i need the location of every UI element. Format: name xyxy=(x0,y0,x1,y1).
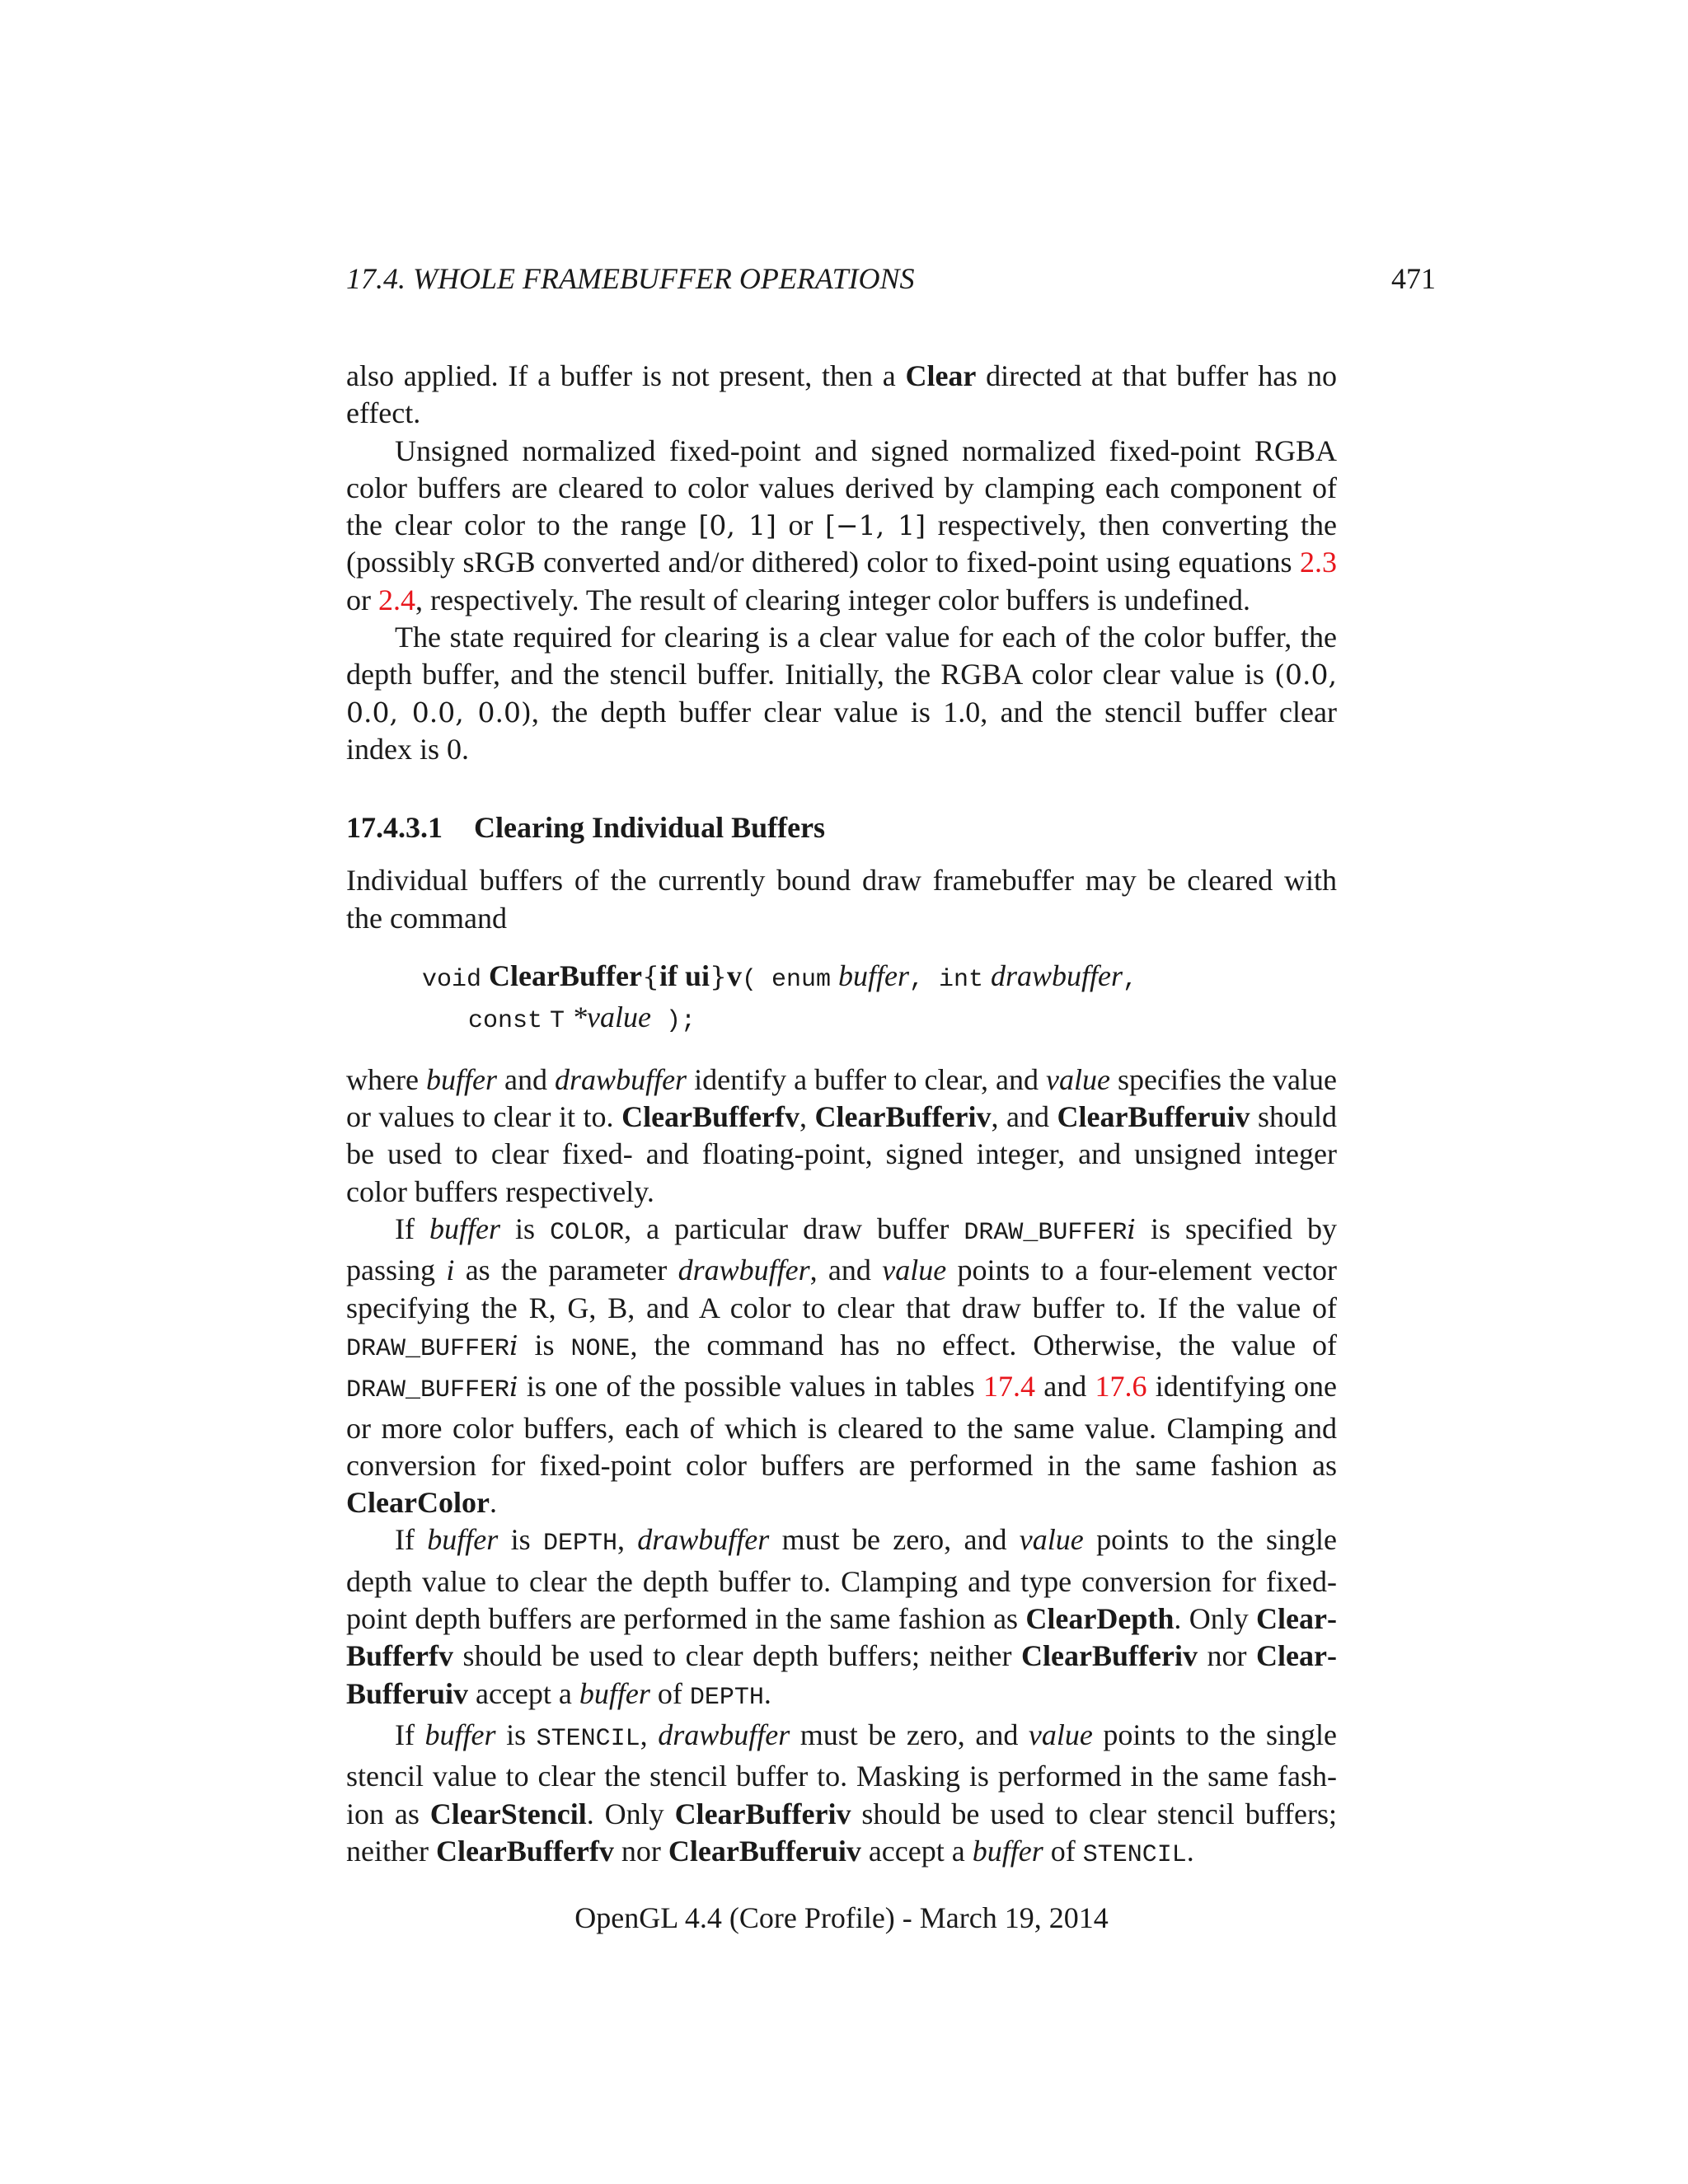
table-link-17-6[interactable]: 17.6 xyxy=(1095,1370,1147,1404)
paragraph-3: The state required for clearing is a clear value for each of the color buffer, the depth buffer, and the stencil buffer. Initially, the RGBA color clear value is (0.0, 0.0, 0.0, 0.0), the depth buffer clear value is 1.0, and the stencil buffer clear index is 0. xyxy=(346,621,1337,766)
table-link-17-4[interactable]: 17.4 xyxy=(982,1370,1035,1404)
param-drawbuffer: drawbuffer xyxy=(991,958,1123,992)
equation-link-2-4[interactable]: 2.4 xyxy=(378,583,415,616)
range-unsigned: [0, 1] xyxy=(698,509,776,542)
running-header xyxy=(346,260,1436,297)
paragraph-5: where buffer and drawbuffer identify a buffer to clear, and value specifies the value or values to clear it to. ClearBufferfv, ClearBufferiv, and ClearBufferuiv should be used to clear fixed- and floating-point, signed integer, and unsigned integer color buffers respectively. xyxy=(346,1062,1338,1208)
range-signed: [−1, 1] xyxy=(825,509,926,542)
page-footer: OpenGL 4.4 (Core Profile) - March 19, 2014 xyxy=(574,1901,1109,1934)
param-buffer: buffer xyxy=(838,958,909,992)
initial-clear-color: (0.0, 0.0, 0.0, 0.0) xyxy=(346,658,1337,729)
paragraph-4: Individual buffers of the currently bound draw framebuffer may be cleared with the command xyxy=(346,864,1337,935)
prototype-name: ClearBuffer xyxy=(489,958,642,992)
paragraph-7: If buffer is DEPTH, drawbuffer must be zero, and value points to the single depth value to clear the depth buffer to. Clamping and type conversion for fixed-point depth buffers are performed in the same fashion as ClearDepth. Only ClearBufferfv should be used to clear depth buffers; neither ClearBufferiv nor ClearBufferuiv accept a buffer of DEPTH. xyxy=(346,1523,1338,1712)
subsection-number: 17.4.3.1 xyxy=(346,811,443,845)
equation-link-2-3[interactable]: 2.3 xyxy=(1300,546,1337,579)
clear-command: Clear xyxy=(905,359,977,392)
paragraph-2: Unsigned normalized fixed-point and signed normalized fixed-point RGBA color buffers are cleared to color values derived by clamping each component of the clear color to the range [0, 1] or [−1, 1] respectively, then converting the (possibly sRGB converted and/or dithered) color to fixed-point using equations 2.3 or 2.4, respectively. The result of clearing integer color buffers is undefined. xyxy=(346,434,1337,616)
paragraph-1: also applied. If a buffer is not present, then a Clear directed at that buffer has no effect. xyxy=(346,359,1337,430)
function-prototype: void ClearBuffer{if ui}v( enum buffer, int drawbuffer, const T *value ); xyxy=(422,958,1138,1035)
subsection-title: Clearing Individual Buffers xyxy=(474,811,826,845)
paragraph-6: If buffer is COLOR, a particular draw buffer DRAW_BUFFERi is specified by passing i as the parameter drawbuffer, and value points to a four-element vector specifying the R, G, B, and A color to clear that draw buffer to. If the value of DRAW_BUFFERi is NONE, the command has no effect. Otherwise, the value of DRAW_BUFFERi is one of the possible values in tables 17.4 and 17.6 identifying one or more color buffers, each of which is cleared to the same value. Clamping and conversion for fixed-point color buffers are performed in the same fashion as ClearColor. xyxy=(346,1212,1338,1520)
paragraph-8: If buffer is STENCIL, drawbuffer must be zero, and value points to the single stencil value to clear the stencil buffer to. Masking is performed in the same fashion as ClearStencil. Only ClearBufferiv should be used to clear stencil buffers; neither ClearBufferfv nor ClearBufferuiv accept a buffer of STENCIL. xyxy=(346,1718,1338,1869)
param-value: *value xyxy=(572,1000,651,1033)
section-title: 17.4. WHOLE FRAMEBUFFER OPERATIONS xyxy=(346,262,915,295)
page-number: 471 xyxy=(1391,262,1436,295)
subsection-heading xyxy=(346,809,1337,846)
page-body xyxy=(346,358,1337,1874)
